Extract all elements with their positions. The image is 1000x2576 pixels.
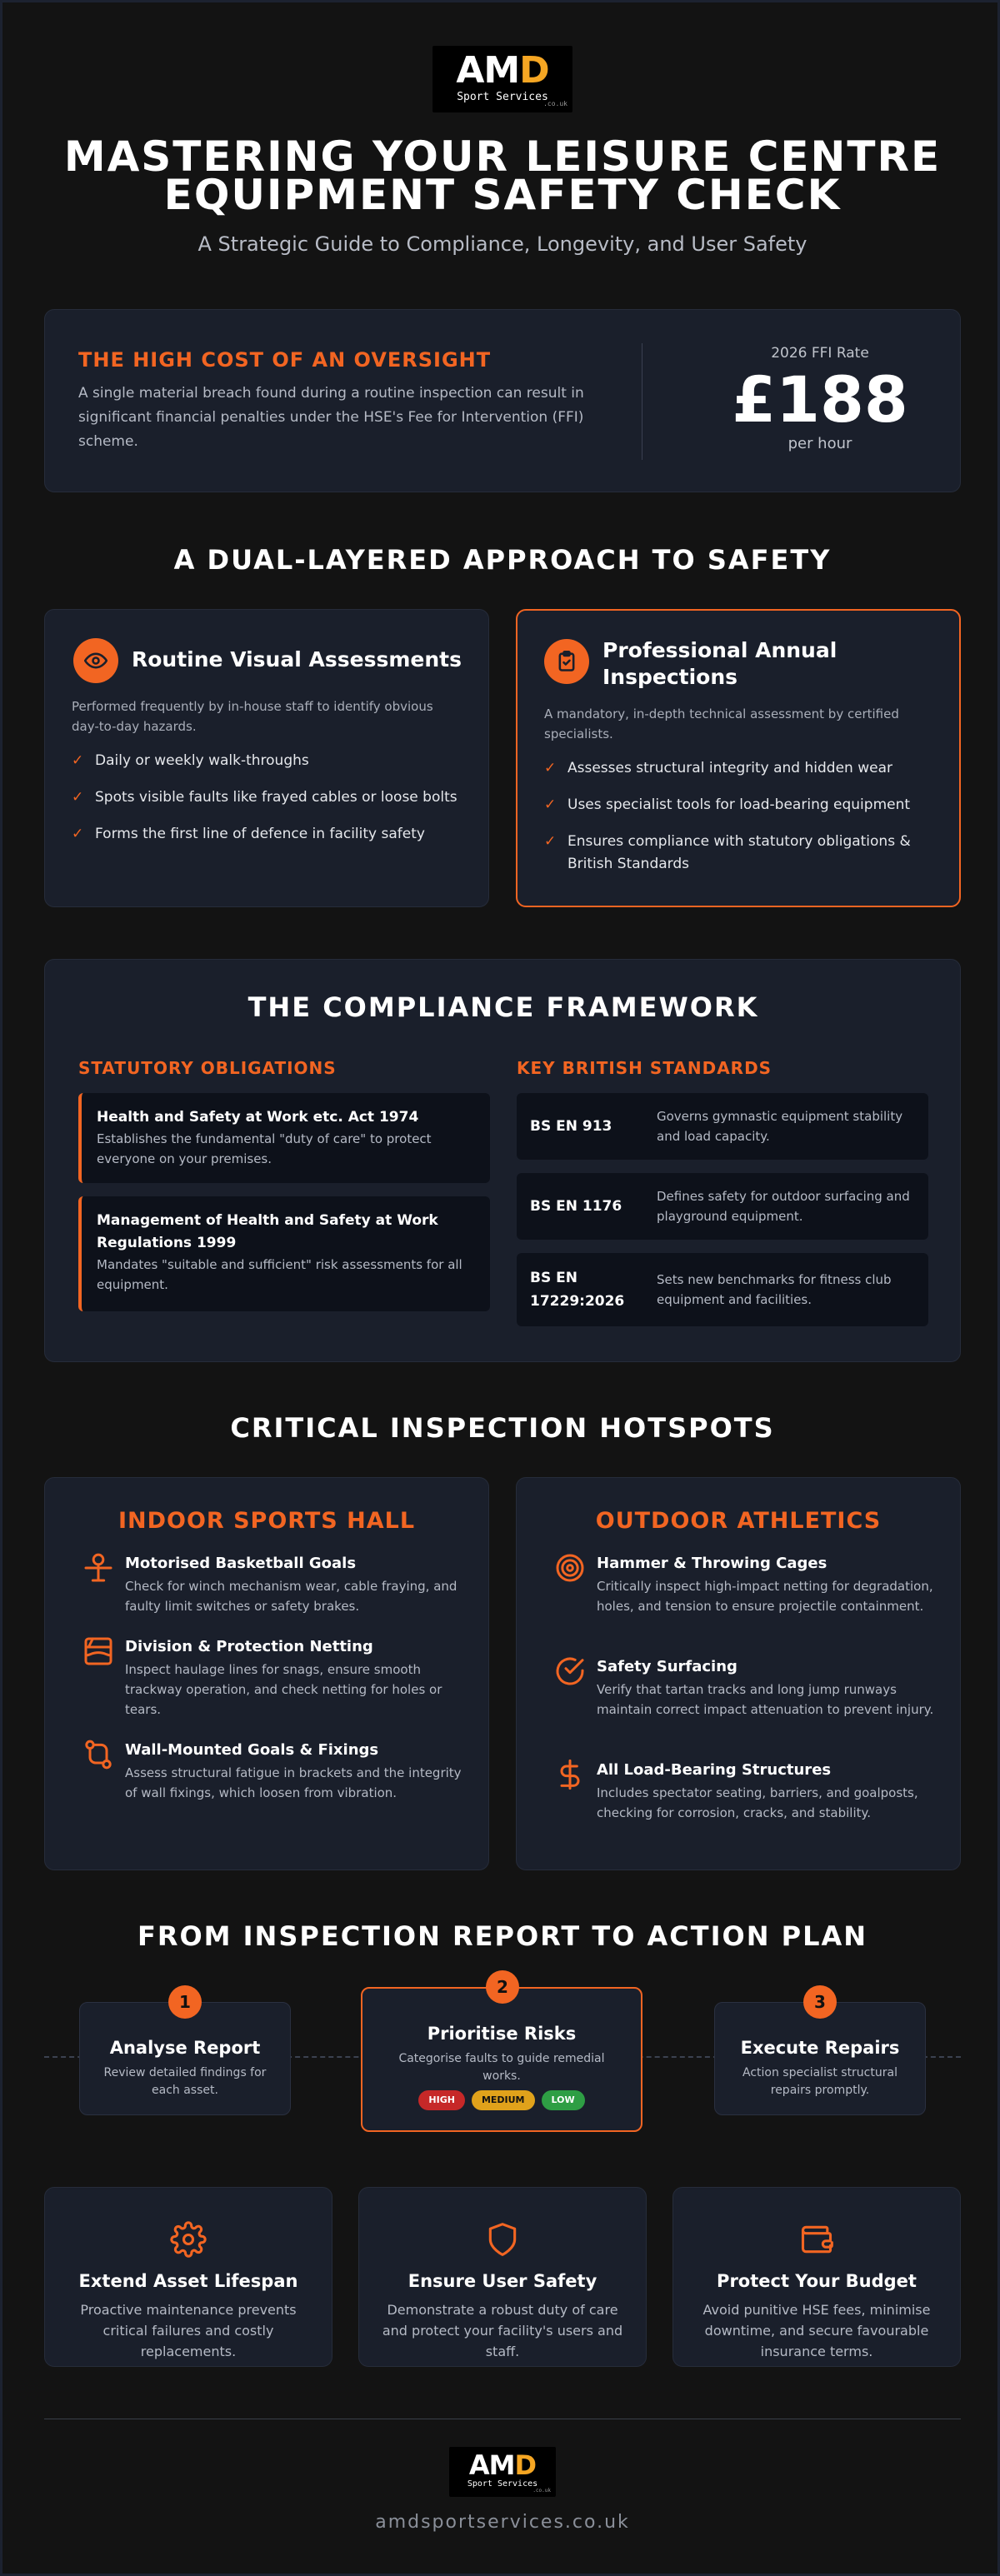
step-card-prioritise [361, 1987, 642, 2132]
hotspot-desc: Assess structural fatigue in brackets and the integrity of wall fixings, which loosen from vibration. [125, 1765, 462, 1800]
logo-domain: .co.uk [543, 100, 568, 107]
list-item: ✓ Uses specialist tools for load-bearing equipment [544, 796, 911, 813]
route-icon [82, 1738, 115, 1771]
shield-icon [484, 2221, 521, 2258]
logo-text-white: AM [468, 2449, 515, 2481]
page-title-line-1: MASTERING YOUR LEISURE CENTRE [63, 132, 942, 181]
cost-title: THE HIGH COST OF AN OVERSIGHT [78, 348, 492, 372]
logo-text-white: AM [456, 49, 520, 92]
standard-code: BS EN 17229:2026 [530, 1270, 625, 1310]
risk-pills [362, 2090, 641, 2110]
hotspot-desc: Check for winch mechanism wear, cable fraying, and faulty limit switches or safety brakes. [125, 1579, 458, 1614]
check-circle-icon [553, 1655, 587, 1688]
hotspot-name: Wall-Mounted Goals & Fixings [125, 1741, 379, 1759]
hotspot-desc: Verify that tartan tracks and long jump runways maintain correct impact attenuation to prevent injury. [597, 1682, 934, 1717]
statutory-title: Health and Safety at Work etc. Act 1974 [97, 1109, 419, 1126]
ffi-rate-unit: per hour [788, 435, 852, 452]
benefit-title: Ensure User Safety [408, 2271, 598, 2291]
hotspot-desc: Includes spectator seating, barriers, and goalposts, checking for corrosion, cracks, and stability. [597, 1785, 918, 1820]
step-title: Execute Repairs [740, 2038, 900, 2058]
standard-desc: Sets new benchmarks for fitness club equipment and facilities. [657, 1272, 892, 1307]
standard-code: BS EN 1176 [530, 1198, 622, 1215]
compliance-card [44, 959, 961, 1362]
eye-icon [73, 638, 118, 683]
list-item: ✓ Daily or weekly walk-throughs [72, 752, 309, 769]
statutory-item [78, 1093, 490, 1183]
cost-body: A single material breach found during a routine inspection can result in significant financial penalties under the HSE's Fee for Intervention (FFI) scheme. [78, 385, 584, 450]
statutory-item [78, 1196, 490, 1311]
list-item: ✓ Spots visible faults like frayed cables or loose bolts [72, 789, 458, 806]
step-number: 1 [168, 1985, 202, 2019]
amd-footer-logo [449, 2447, 556, 2497]
benefit-title: Protect Your Budget [717, 2271, 917, 2291]
statutory-label: STATUTORY OBLIGATIONS [78, 1058, 337, 1078]
ffi-rate-label: 2026 FFI Rate [771, 345, 869, 362]
netting-icon [82, 1635, 115, 1668]
action-heading: FROM INSPECTION REPORT TO ACTION PLAN [137, 1920, 868, 1952]
footer-url-link[interactable]: amdsportservices.co.uk [375, 2512, 630, 2533]
benefit-card-budget [672, 2187, 961, 2367]
high-risk-badge: HIGH [418, 2090, 465, 2110]
logo-domain: .co.uk [532, 2488, 551, 2494]
standards-label: KEY BRITISH STANDARDS [517, 1058, 772, 1078]
page-subtitle: A Strategic Guide to Compliance, Longevity, and User Safety [198, 232, 808, 256]
approach-heading: A DUAL-LAYERED APPROACH TO SAFETY [173, 544, 832, 576]
hotspot-name: Hammer & Throwing Cages [597, 1555, 828, 1572]
standard-item [517, 1253, 928, 1326]
standard-code: BS EN 913 [530, 1118, 612, 1135]
annual-desc: A mandatory, in-depth technical assessment by certified specialists. [544, 706, 899, 741]
dollar-icon [553, 1758, 587, 1791]
ffi-rate-value: £188 [732, 362, 908, 437]
step-number: 3 [803, 1985, 837, 2019]
hotspots-heading: CRITICAL INSPECTION HOTSPOTS [230, 1412, 775, 1444]
statutory-title: Management of Health and Safety at Work Regulations 1999 [97, 1212, 438, 1251]
step-desc: Categorise faults to guide remedial works. [398, 2052, 605, 2083]
low-risk-badge: LOW [542, 2090, 585, 2110]
benefit-title: Extend Asset Lifespan [78, 2271, 298, 2291]
step-title: Prioritise Risks [427, 2024, 577, 2044]
gear-icon [170, 2221, 207, 2258]
benefit-desc: Demonstrate a robust duty of care and protect your facility's users and staff. [382, 2302, 623, 2359]
standard-desc: Defines safety for outdoor surfacing and playground equipment. [657, 1189, 910, 1224]
benefit-desc: Proactive maintenance prevents critical failures and costly replacements. [80, 2302, 297, 2359]
amd-logo [432, 46, 572, 112]
logo-wordmark [432, 49, 572, 92]
step-title: Analyse Report [109, 2038, 261, 2058]
routine-card [44, 609, 489, 907]
logo-subtext: Sport Services [457, 91, 548, 103]
logo-text-orange: D [514, 2449, 537, 2481]
hotspot-desc: Inspect haulage lines for snags, ensure smooth trackway operation, and check netting for holes or tears. [125, 1662, 442, 1717]
cost-card [44, 309, 961, 492]
routine-title: Routine Visual Assessments [132, 647, 462, 671]
outdoor-card [516, 1477, 961, 1870]
benefit-card-lifespan [44, 2187, 332, 2367]
statutory-desc: Establishes the fundamental "duty of care" to protect everyone on your premises. [97, 1131, 432, 1166]
indoor-title: INDOOR SPORTS HALL [118, 1508, 416, 1534]
logo-wordmark [449, 2449, 556, 2481]
logo-text-orange: D [519, 49, 549, 92]
hotspot-name: Division & Protection Netting [125, 1638, 373, 1655]
step-desc: Review detailed findings for each asset. [103, 2066, 267, 2097]
hotspot-name: Motorised Basketball Goals [125, 1555, 357, 1572]
list-item: ✓ Forms the first line of defence in facility safety [72, 826, 425, 842]
routine-desc: Performed frequently by in-house staff to identify obvious day-to-day hazards. [72, 699, 433, 734]
indoor-card [44, 1477, 489, 1870]
hotspot-desc: Critically inspect high-impact netting for degradation, holes, and tension to ensure projectile containment. [597, 1579, 933, 1614]
step-card-execute [714, 2002, 926, 2115]
benefit-desc: Avoid punitive HSE fees, minimise downtime, and secure favourable insurance terms. [702, 2302, 931, 2359]
routine-list [72, 750, 463, 860]
standard-item [517, 1093, 928, 1160]
list-item: ✓ Assesses structural integrity and hidden wear [544, 760, 892, 776]
logo-subtext: Sport Services [467, 2479, 538, 2489]
hotspot-name: Safety Surfacing [597, 1658, 738, 1675]
page-title-line-2: EQUIPMENT SAFETY CHECK [163, 171, 842, 219]
outdoor-title: OUTDOOR ATHLETICS [595, 1508, 882, 1534]
hotspot-name: All Load-Bearing Structures [597, 1761, 832, 1779]
standard-desc: Governs gymnastic equipment stability and load capacity. [657, 1109, 903, 1144]
annual-title: Professional Annual Inspections [602, 638, 838, 689]
basketball-hoop-icon [82, 1551, 115, 1585]
target-icon [553, 1551, 587, 1585]
step-desc: Action specialist structural repairs promptly. [742, 2066, 898, 2097]
list-item: ✓ Ensures compliance with statutory obligations & British Standards [544, 833, 911, 872]
compliance-heading: THE COMPLIANCE FRAMEWORK [248, 991, 759, 1023]
clipboard-icon [544, 639, 589, 684]
wallet-icon [798, 2221, 835, 2258]
standard-item [517, 1173, 928, 1240]
annual-card [516, 609, 961, 907]
benefit-card-safety [358, 2187, 647, 2367]
step-number: 2 [486, 1970, 519, 2004]
step-card-analyse [79, 2002, 291, 2115]
statutory-desc: Mandates "suitable and sufficient" risk assessments for all equipment. [97, 1257, 462, 1292]
annual-list [544, 757, 936, 890]
medium-risk-badge: MEDIUM [472, 2090, 535, 2110]
